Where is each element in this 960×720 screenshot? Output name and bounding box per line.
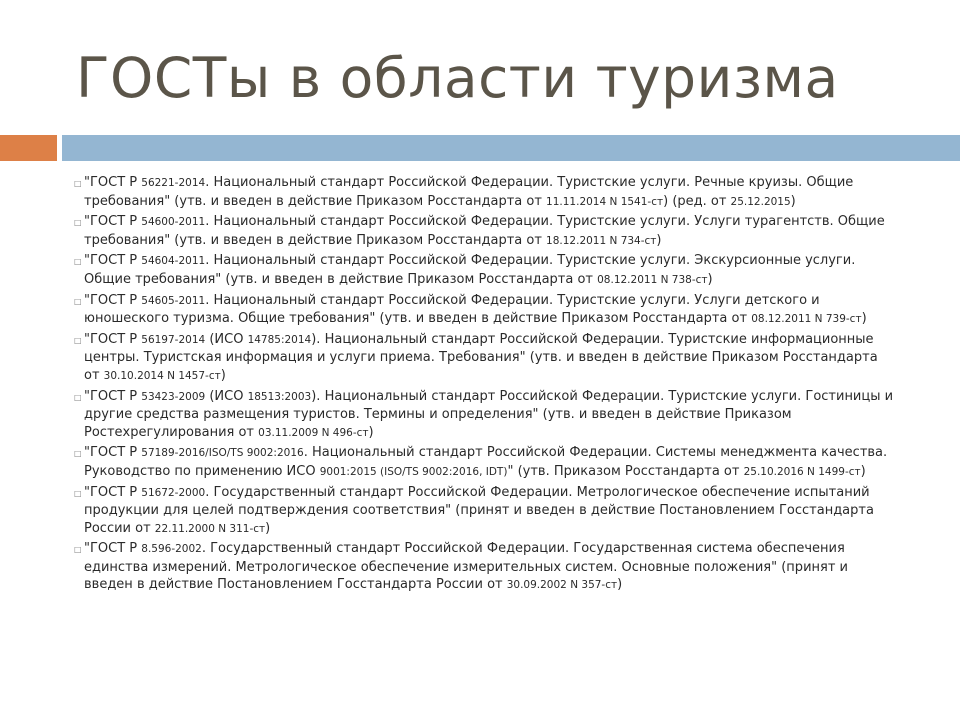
item-text: . Национальный стандарт Российской Федерации. Туристские услуги. Услуги турагентств. Общие требования" (утв. и введен в действие Приказом Росстандарта от [84,214,885,248]
item-text: . Национальный стандарт Российской Федерации. Системы менеджмента качества. Руководство по применению ИСО [84,445,888,479]
bullet-square-icon: □ [74,392,82,402]
item-number: 56197-2014 [141,333,206,346]
list-item [74,540,894,595]
item-text: "ГОСТ Р [84,388,142,404]
gost-list [74,174,894,597]
item-order: 30.10.2014 N 1457-ст [103,369,221,382]
item-text: " (утв. Приказом Росстандарта от [507,463,744,479]
item-number: 56221-2014 [141,177,206,189]
item-text: . Государственный стандарт Российской Федерации. Метрологическое обеспечение испытаний продукции для целей подтверждения соответствия" (принят и введен в действие Постановлением Госстандарта России от [84,484,874,536]
list-item [74,444,894,481]
item-iso: 14785:2014 [247,333,312,346]
item-text: "ГОСТ Р [84,292,142,308]
item-order: 11.11.2014 N 1541-ст [546,195,664,208]
item-text: ). Национальный стандарт Российской Федерации. Туристские услуги. Гостиницы и другие средства размещения туристов. Термины и определения" (утв. и введен в действие Приказом Ростехрегулирования от [84,388,894,440]
item-text: ) [860,463,866,479]
item-text: (ИСО [205,388,248,404]
item-text: . Национальный стандарт Российской Федерации. Туристские услуги. Услуги детского и юношеского туризма. Общие требования" (утв. и введен в действие Приказом Росстандарта от [84,292,820,327]
list-item [74,331,894,386]
list-item [74,213,894,250]
item-number: 54604-2011 [141,255,206,268]
slide-title: ГОСТы в области туризма [76,46,839,110]
item-text: (ИСО [205,331,248,347]
bullet-square-icon: □ [74,545,82,555]
item-text: ). Национальный стандарт Российской Федерации. Туристские информационные центры. Туристская информация и услуги приема. Требования" (утв. и введен в действие Приказом Росстандарта от [84,331,878,383]
item-text: . Государственный стандарт Российской Федерации. Государственная система обеспечения единства измерений. Метрологическое обеспечение измерительных систем. Основные положения" (принят и введен в действие Постановлением Госстандарта России от [84,541,848,593]
item-text: ) [790,193,796,209]
item-order: 08.12.2011 N 739-ст [751,313,862,326]
item-number: 51672-2000 [141,486,206,499]
item-iso: 9001:2015 (ISO/TS 9002:2016, IDT) [319,465,508,478]
item-text: "ГОСТ Р [84,175,142,190]
item-order: 18.12.2011 N 734-ст [546,234,657,247]
item-text: ) [861,311,867,327]
item-text: . Национальный стандарт Российской Федерации. Туристские услуги. Экскурсионные услуги. Общие требования" (утв. и введен в действие Приказом Росстандарта от [84,253,856,287]
item-text: "ГОСТ Р [84,541,142,557]
list-item [74,292,894,329]
item-number: 54605-2011 [141,294,206,307]
item-text: ) [656,232,662,248]
bullet-square-icon: □ [74,335,82,345]
item-iso: 18513:2003 [247,390,312,403]
item-number: 54600-2011 [141,216,206,229]
item-text: ) [265,520,271,536]
item-text: ) (ред. от [663,193,731,209]
item-text: "ГОСТ Р [84,445,142,461]
list-item [74,388,894,443]
accent-bar-orange [0,135,57,161]
item-date: 25.12.2015 [730,195,791,208]
item-order: 03.11.2009 N 496-ст [258,426,369,439]
item-text: ) [617,577,623,593]
item-text: "ГОСТ Р [84,214,142,230]
item-text: "ГОСТ Р [84,253,142,269]
item-text: ) [220,367,226,383]
item-number: 8.596-2002 [141,543,202,556]
bullet-square-icon: □ [74,296,82,306]
list-item [74,252,894,289]
item-text: ) [707,271,713,287]
item-number: 57189-2016/ISO/TS 9002:2016 [141,447,304,460]
item-order: 22.11.2000 N 311-ст [154,522,266,535]
item-text: "ГОСТ Р [84,484,142,500]
bullet-square-icon: □ [74,257,82,267]
item-text: ) [368,424,374,440]
bullet-square-icon: □ [74,449,82,459]
bullet-square-icon: □ [74,218,82,228]
item-number: 53423-2009 [141,390,206,403]
bullet-square-icon: □ [74,179,82,188]
accent-bar-blue [62,135,960,161]
item-text: . Национальный стандарт Российской Федерации. Туристские услуги. Речные круизы. Общие требования" (утв. и введен в действие Приказом Росстандарта от [84,175,854,209]
bullet-square-icon: □ [74,488,82,498]
item-order: 08.12.2011 N 738-ст [597,273,708,286]
item-order: 30.09.2002 N 357-ст [506,579,618,592]
item-text: "ГОСТ Р [84,331,142,347]
list-item [74,174,894,211]
item-order: 25.10.2016 N 1499-ст [743,465,861,478]
list-item [74,484,894,539]
